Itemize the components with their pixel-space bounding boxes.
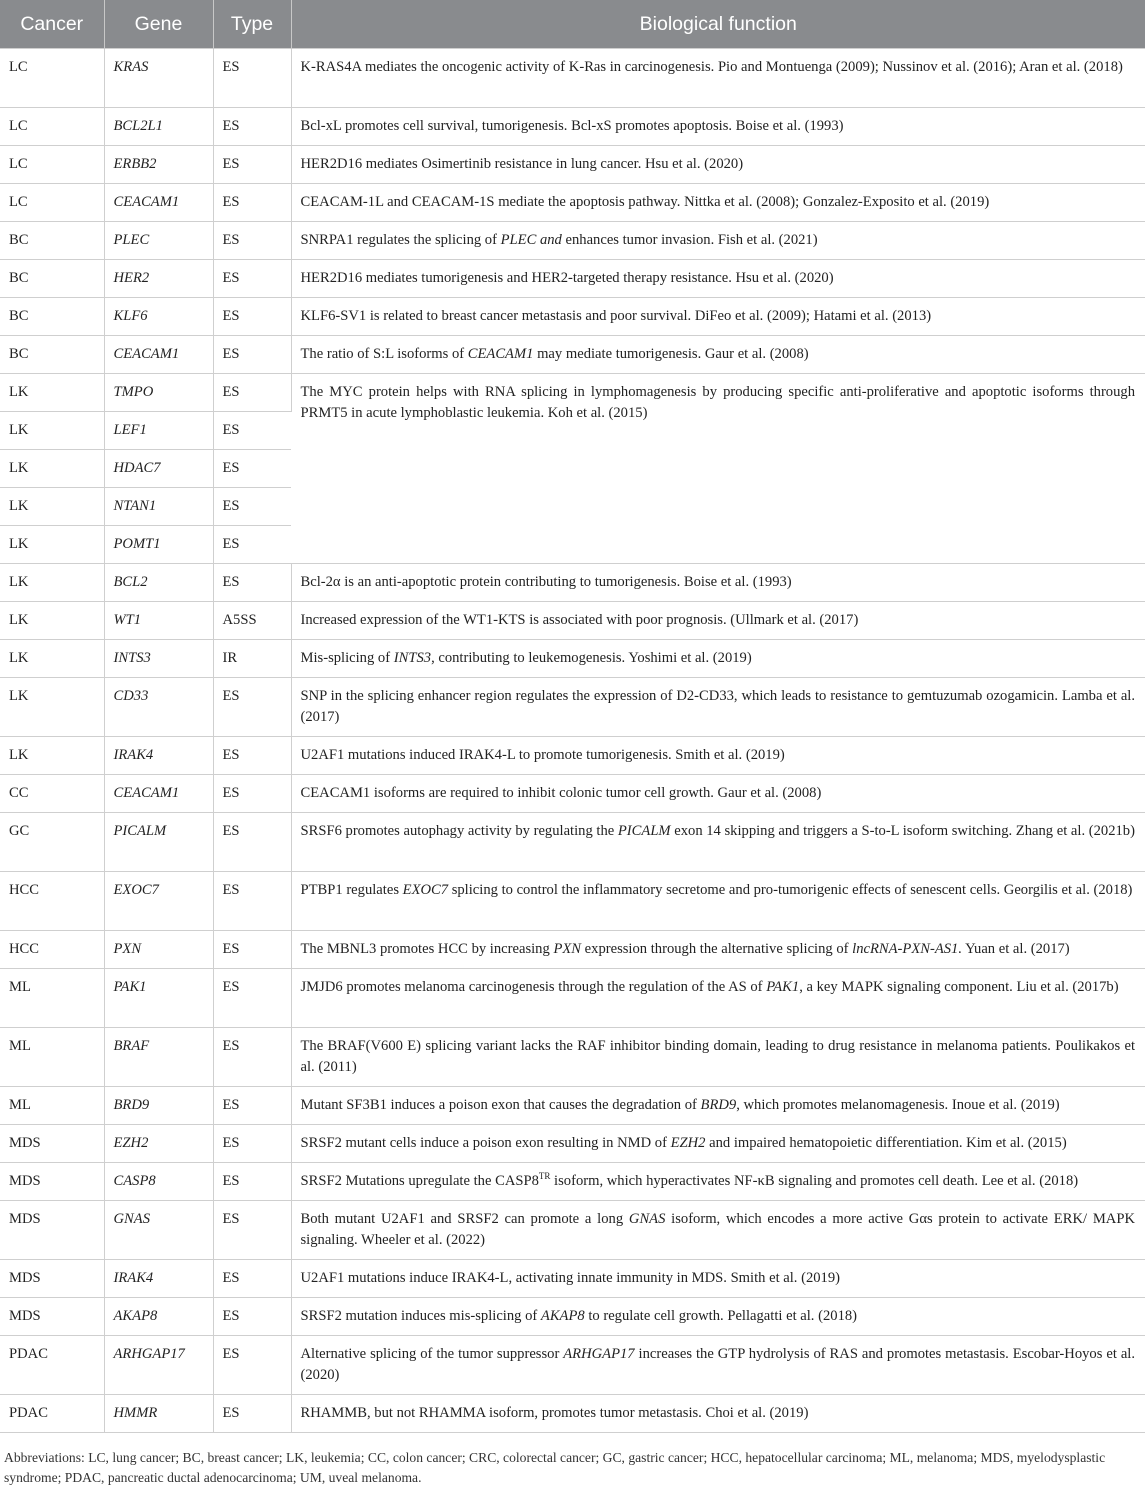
cell-type: ES	[213, 1163, 291, 1201]
cell-type: ES	[213, 374, 291, 412]
cell-gene: AKAP8	[104, 1298, 213, 1336]
cell-cancer: MDS	[0, 1163, 104, 1201]
table-row	[0, 260, 1145, 298]
text-segment: The ratio of S:L isoforms of	[300, 346, 468, 362]
text-segment: to regulate cell growth. Pellagatti et al. (2018)	[584, 1308, 858, 1324]
italic-text: AKAP8	[540, 1308, 585, 1324]
cell-biological-function	[291, 969, 1145, 1028]
cell-type: ES	[213, 931, 291, 969]
text-segment: K-RAS4A mediates the oncogenic activity of K-Ras in carcinogenesis. Pio and Montuenga (2009); Nussinov et al. (2016); Aran et al. (2018)	[300, 59, 1123, 75]
cell-type: ES	[213, 737, 291, 775]
cell-gene: TMPO	[104, 374, 213, 412]
cell-gene: HDAC7	[104, 450, 213, 488]
italic-text: BRD9	[700, 1097, 737, 1113]
text-segment: Mis-splicing of	[300, 650, 394, 666]
text-segment: may mediate tumorigenesis. Gaur et al. (2008)	[533, 346, 809, 362]
table-row	[0, 1336, 1145, 1395]
cell-cancer: BC	[0, 298, 104, 336]
cell-gene: BRD9	[104, 1087, 213, 1125]
text-segment: SRSF2 Mutations upregulate the CASP8	[300, 1173, 539, 1189]
text-segment: Yuan et al. (2017)	[962, 941, 1070, 957]
text-segment: Increased expression of the WT1-KTS is associated with poor prognosis. (Ullmark et al. (2017)	[300, 612, 859, 628]
cell-biological-function	[291, 108, 1145, 146]
table-row	[0, 737, 1145, 775]
cell-type: ES	[213, 336, 291, 374]
cell-biological-function	[291, 336, 1145, 374]
table-row	[0, 184, 1145, 222]
cell-cancer: LK	[0, 564, 104, 602]
text-segment: The MBNL3 promotes HCC by increasing	[300, 941, 554, 957]
cell-cancer: LC	[0, 146, 104, 184]
cell-type: ES	[213, 1260, 291, 1298]
cell-type: ES	[213, 678, 291, 737]
text-segment: SRSF6 promotes autophagy activity by regulating the	[300, 823, 618, 839]
text-segment: RHAMMB, but not RHAMMA isoform, promotes tumor metastasis. Choi et al. (2019)	[300, 1405, 809, 1421]
cell-biological-function	[291, 737, 1145, 775]
cell-gene: PICALM	[104, 813, 213, 872]
cell-biological-function	[291, 1260, 1145, 1298]
cell-cancer: ML	[0, 1087, 104, 1125]
cell-cancer: MDS	[0, 1260, 104, 1298]
cell-type: ES	[213, 146, 291, 184]
table-row	[0, 108, 1145, 146]
text-segment: Both mutant U2AF1 and SRSF2 can promote a long	[300, 1211, 629, 1227]
cell-type: ES	[213, 1028, 291, 1087]
cell-biological-function	[291, 813, 1145, 872]
cell-cancer: LC	[0, 108, 104, 146]
cell-biological-function	[291, 1125, 1145, 1163]
text-segment: enhances tumor invasion. Fish et al. (2021)	[561, 232, 818, 248]
table-row	[0, 1298, 1145, 1336]
table-row	[0, 49, 1145, 108]
cell-gene: KLF6	[104, 298, 213, 336]
cell-biological-function	[291, 931, 1145, 969]
table-row	[0, 374, 1145, 412]
table-row	[0, 969, 1145, 1028]
cell-type: ES	[213, 108, 291, 146]
cell-biological-function	[291, 678, 1145, 737]
cell-gene: BRAF	[104, 1028, 213, 1087]
cell-biological-function	[291, 564, 1145, 602]
cell-biological-function	[291, 49, 1145, 108]
cell-biological-function	[291, 1163, 1145, 1201]
superscript-text: TR	[538, 1171, 551, 1182]
italic-text: PXN	[553, 941, 582, 957]
cell-cancer: LK	[0, 374, 104, 412]
cell-gene: PLEC	[104, 222, 213, 260]
cell-gene: KRAS	[104, 49, 213, 108]
cell-cancer: MDS	[0, 1201, 104, 1260]
cell-cancer: LK	[0, 412, 104, 450]
cell-type: ES	[213, 260, 291, 298]
cell-biological-function	[291, 1395, 1145, 1433]
text-segment: isoform, which encodes a more active Gαs protein to activate ERK/ MAPK signaling. Wheeler et al. (2022)	[300, 1211, 1135, 1248]
cell-cancer: LC	[0, 184, 104, 222]
cell-gene: LEF1	[104, 412, 213, 450]
cell-biological-function	[291, 775, 1145, 813]
cell-biological-function	[291, 640, 1145, 678]
cell-type: ES	[213, 49, 291, 108]
cell-cancer: LK	[0, 602, 104, 640]
cell-biological-function	[291, 146, 1145, 184]
cell-type: IR	[213, 640, 291, 678]
table-row	[0, 1201, 1145, 1260]
cell-cancer: LK	[0, 640, 104, 678]
text-segment: , contributing to leukemogenesis. Yoshimi et al. (2019)	[431, 650, 752, 666]
text-segment: KLF6-SV1 is related to breast cancer metastasis and poor survival. DiFeo et al. (2009); Hatami et al. (2013)	[300, 308, 932, 324]
cell-cancer: ML	[0, 969, 104, 1028]
text-segment: SRSF2 mutant cells induce a poison exon resulting in NMD of	[300, 1135, 671, 1151]
text-segment: and impaired hematopoietic differentiation. Kim et al. (2015)	[705, 1135, 1067, 1151]
cell-gene: PAK1	[104, 969, 213, 1028]
table-row	[0, 813, 1145, 872]
cell-gene: EZH2	[104, 1125, 213, 1163]
cell-cancer: PDAC	[0, 1395, 104, 1433]
text-segment: JMJD6 promotes melanoma carcinogenesis through the regulation of the AS of	[300, 979, 767, 995]
text-segment: splicing to control the inflammatory secretome and pro-tumorigenic effects of senescent cells. Georgilis et al. (2018)	[448, 882, 1133, 898]
cell-cancer: BC	[0, 222, 104, 260]
cell-gene: INTS3	[104, 640, 213, 678]
cell-type: ES	[213, 1125, 291, 1163]
cell-gene: CEACAM1	[104, 184, 213, 222]
cell-biological-function	[291, 1087, 1145, 1125]
cell-type: A5SS	[213, 602, 291, 640]
cell-gene: IRAK4	[104, 1260, 213, 1298]
table-row	[0, 336, 1145, 374]
italic-text: ARHGAP17	[563, 1346, 635, 1362]
cell-gene: CEACAM1	[104, 775, 213, 813]
table-row	[0, 564, 1145, 602]
cell-cancer: BC	[0, 336, 104, 374]
cell-cancer: CC	[0, 775, 104, 813]
cell-gene: CASP8	[104, 1163, 213, 1201]
cell-type: ES	[213, 1201, 291, 1260]
cell-cancer: LK	[0, 450, 104, 488]
cell-type: ES	[213, 184, 291, 222]
cell-type: ES	[213, 872, 291, 931]
cell-biological-function	[291, 184, 1145, 222]
text-segment: HER2D16 mediates tumorigenesis and HER2-targeted therapy resistance. Hsu et al. (2020)	[300, 270, 834, 286]
cell-type: ES	[213, 488, 291, 526]
table-row	[0, 775, 1145, 813]
italic-text: PLEC and	[500, 232, 562, 248]
cell-cancer: GC	[0, 813, 104, 872]
cell-cancer: MDS	[0, 1125, 104, 1163]
table-row	[0, 1395, 1145, 1433]
cell-gene: BCL2L1	[104, 108, 213, 146]
cell-cancer: BC	[0, 260, 104, 298]
table-row	[0, 602, 1145, 640]
header-biological-function: Biological function	[291, 0, 1145, 49]
table-body	[0, 49, 1145, 1433]
table-row	[0, 678, 1145, 737]
cell-type: ES	[213, 1087, 291, 1125]
cell-cancer: PDAC	[0, 1336, 104, 1395]
cell-cancer: HCC	[0, 931, 104, 969]
cell-gene: CD33	[104, 678, 213, 737]
text-segment: exon 14 skipping and triggers a S-to-L isoform switching. Zhang et al. (2021b)	[670, 823, 1135, 839]
text-segment: expression through the alternative splicing of	[581, 941, 853, 957]
table-row	[0, 222, 1145, 260]
cell-type: ES	[213, 969, 291, 1028]
cell-cancer: LK	[0, 737, 104, 775]
cell-gene: GNAS	[104, 1201, 213, 1260]
cell-type: ES	[213, 298, 291, 336]
italic-text: lncRNA-PXN-AS1.	[852, 941, 962, 957]
italic-text: INTS3	[393, 650, 432, 666]
italic-text: CEACAM1	[467, 346, 534, 362]
text-segment: SNRPA1 regulates the splicing of	[300, 232, 501, 248]
header-gene: Gene	[104, 0, 213, 49]
italic-text: EZH2	[670, 1135, 706, 1151]
italic-text: PAK1	[766, 979, 800, 995]
text-segment: SRSF2 mutation induces mis-splicing of	[300, 1308, 541, 1324]
table-row	[0, 1125, 1145, 1163]
text-segment: The MYC protein helps with RNA splicing in lymphomagenesis by producing specific anti-proliferative and apoptotic isoforms through PRMT5 in acute lymphoblastic leukemia. Koh et al. (2015)	[300, 384, 1135, 421]
cell-type: ES	[213, 775, 291, 813]
text-segment: isoform, which hyperactivates NF-κB signaling and promotes cell death. Lee et al. (2018)	[550, 1173, 1079, 1189]
cell-type: ES	[213, 526, 291, 564]
cell-biological-function	[291, 602, 1145, 640]
cell-gene: ARHGAP17	[104, 1336, 213, 1395]
text-segment: increases the GTP hydrolysis of RAS and promotes metastasis. Escobar-Hoyos et al. (2020)	[300, 1346, 1135, 1383]
text-segment: U2AF1 mutations induced IRAK4-L to promote tumorigenesis. Smith et al. (2019)	[300, 747, 785, 763]
table-row	[0, 146, 1145, 184]
cell-gene: POMT1	[104, 526, 213, 564]
table-row	[0, 1028, 1145, 1087]
table-row	[0, 640, 1145, 678]
text-segment: PTBP1 regulates	[300, 882, 403, 898]
table-row	[0, 1087, 1145, 1125]
cell-cancer: LC	[0, 49, 104, 108]
cell-cancer: LK	[0, 678, 104, 737]
cell-biological-function	[291, 1028, 1145, 1087]
cell-cancer: LK	[0, 526, 104, 564]
cell-type: ES	[213, 412, 291, 450]
cell-type: ES	[213, 450, 291, 488]
table-row	[0, 1260, 1145, 1298]
table-row	[0, 931, 1145, 969]
abbreviations-footnote: Abbreviations: LC, lung cancer; BC, breast cancer; LK, leukemia; CC, colon cancer; CRC, colorectal cancer; GC, gastric cancer; HCC, hepatocellular carcinoma; ML, melanoma; MDS, myelodysplastic syndrome; PDAC, pancreatic ductal adenocarcinoma; UM, uveal melanoma.	[4, 1450, 1106, 1485]
text-segment: U2AF1 mutations induce IRAK4-L, activating innate immunity in MDS. Smith et al. (2019)	[300, 1270, 841, 1286]
cell-type: ES	[213, 222, 291, 260]
text-segment: , which promotes melanomagenesis. Inoue et al. (2019)	[736, 1097, 1060, 1113]
cell-cancer: MDS	[0, 1298, 104, 1336]
italic-text: GNAS	[628, 1211, 666, 1227]
cell-cancer: HCC	[0, 872, 104, 931]
table-row	[0, 298, 1145, 336]
cell-cancer: ML	[0, 1028, 104, 1087]
cell-biological-function	[291, 872, 1145, 931]
text-segment: Bcl-xL promotes cell survival, tumorigenesis. Bcl-xS promotes apoptosis. Boise et al. (1993)	[300, 118, 844, 134]
cell-gene: ERBB2	[104, 146, 213, 184]
cell-cancer: LK	[0, 488, 104, 526]
header-cancer: Cancer	[0, 0, 104, 49]
cell-gene: EXOC7	[104, 872, 213, 931]
text-segment: Alternative splicing of the tumor suppressor	[300, 1346, 564, 1362]
cell-gene: IRAK4	[104, 737, 213, 775]
header-type: Type	[213, 0, 291, 49]
cell-biological-function	[291, 1201, 1145, 1260]
cell-biological-function	[291, 1336, 1145, 1395]
cell-type: ES	[213, 1336, 291, 1395]
text-segment: The BRAF(V600 E) splicing variant lacks the RAF inhibitor binding domain, leading to drug resistance in melanoma patients. Poulikakos et al. (2011)	[300, 1038, 1135, 1075]
cell-biological-function	[291, 374, 1145, 564]
text-segment: CEACAM-1L and CEACAM-1S mediate the apoptosis pathway. Nittka et al. (2008); Gonzalez-Exposito et al. (2019)	[300, 194, 990, 210]
text-segment: SNP in the splicing enhancer region regulates the expression of D2-CD33, which leads to resistance to gemtuzumab ozogamicin. Lamba et al. (2017)	[300, 688, 1135, 725]
table-row	[0, 872, 1145, 931]
cell-biological-function	[291, 298, 1145, 336]
cell-gene: BCL2	[104, 564, 213, 602]
text-segment: , a key MAPK signaling component. Liu et al. (2017b)	[799, 979, 1119, 995]
italic-text: EXOC7	[402, 882, 449, 898]
text-segment: Mutant SF3B1 induces a poison exon that causes the degradation of	[300, 1097, 701, 1113]
cell-type: ES	[213, 1395, 291, 1433]
cell-gene: PXN	[104, 931, 213, 969]
text-segment: Bcl-2α is an anti-apoptotic protein contributing to tumorigenesis. Boise et al. (1993)	[300, 574, 792, 590]
cell-type: ES	[213, 813, 291, 872]
cell-biological-function	[291, 222, 1145, 260]
text-segment: CEACAM1 isoforms are required to inhibit colonic tumor cell growth. Gaur et al. (2008)	[300, 785, 822, 801]
cell-gene: HMMR	[104, 1395, 213, 1433]
table-header	[0, 0, 1145, 49]
cell-biological-function	[291, 260, 1145, 298]
cell-type: ES	[213, 1298, 291, 1336]
italic-text: PICALM	[617, 823, 671, 839]
cell-gene: CEACAM1	[104, 336, 213, 374]
table-row	[0, 1163, 1145, 1201]
text-segment: HER2D16 mediates Osimertinib resistance in lung cancer. Hsu et al. (2020)	[300, 156, 744, 172]
cell-biological-function	[291, 1298, 1145, 1336]
cell-gene: NTAN1	[104, 488, 213, 526]
cell-type: ES	[213, 564, 291, 602]
cell-gene: HER2	[104, 260, 213, 298]
cell-gene: WT1	[104, 602, 213, 640]
